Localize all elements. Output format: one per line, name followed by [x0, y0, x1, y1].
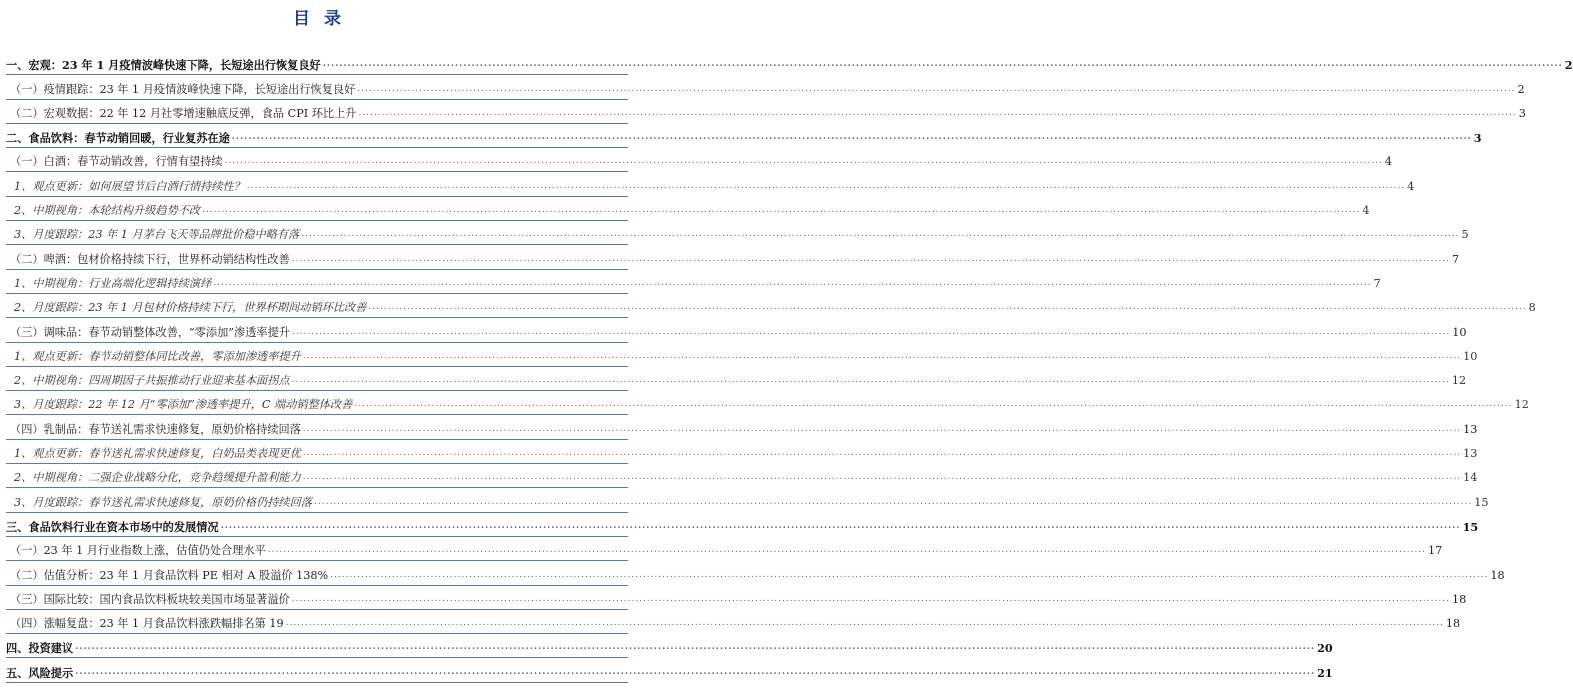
toc-entry-page: 2	[1564, 58, 1573, 73]
toc-entry-label: （三）国际比较：国内食品饮料板块较美国市场显著溢价	[10, 592, 290, 606]
toc-entry-page: 17	[1428, 544, 1443, 558]
toc-entry[interactable]	[6, 197, 1370, 221]
dot-leader: ............................................................................................................................................................................................................................................................................................................	[224, 156, 1383, 167]
toc-entry-label: （三）调味品：春节动销整体改善，“零添加”渗透率提升	[10, 325, 290, 339]
toc-entry-page: 5	[1461, 228, 1469, 242]
toc-entry-page: 8	[1528, 301, 1536, 315]
toc-entry-page: 13	[1463, 422, 1478, 436]
toc-entry-label: 三、食品饮料行业在资本市场中的发展情况	[6, 519, 219, 534]
dot-leader: ............................................................................................................................................................................................................................................................................................................	[301, 229, 1460, 240]
dot-leader: ............................................................................................................................................................................................................................................................................................................	[75, 666, 1316, 677]
toc-entry-label: 1、观点更新：春节送礼需求快速修复，白奶品类表现更优	[14, 447, 301, 461]
dot-leader: ............................................................................................................................................................................................................................................................................................................	[267, 545, 1427, 556]
toc-entry[interactable]	[6, 367, 1467, 391]
toc-entry-page: 20	[1317, 641, 1333, 656]
dot-leader: ............................................................................................................................................................................................................................................................................................................	[322, 59, 1563, 70]
toc-entry-label: （四）乳制品：春节送礼需求快速修复，原奶价格持续回落	[10, 422, 301, 436]
toc-entry-label: 2、月度跟踪：23 年 1 月包材价格持续下行，世界杯期间动销环比改善	[14, 301, 367, 315]
toc-entry-label: 3、月度跟踪：23 年 1 月茅台飞天等品牌批价稳中略有落	[14, 228, 300, 242]
toc-entry[interactable]	[6, 124, 1482, 148]
toc-entry[interactable]	[6, 488, 1489, 512]
toc-entry-page: 2	[1517, 82, 1525, 96]
toc-entry-page: 15	[1462, 519, 1479, 534]
toc-entry[interactable]	[6, 270, 1381, 294]
dot-leader: ............................................................................................................................................................................................................................................................................................................	[302, 423, 1462, 434]
toc-entry-page: 18	[1490, 568, 1505, 582]
dot-leader: ............................................................................................................................................................................................................................................................................................................	[291, 593, 1450, 604]
dot-leader: ............................................................................................................................................................................................................................................................................................................	[354, 399, 1513, 410]
toc-entry[interactable]	[6, 391, 1529, 415]
toc-entry-page: 15	[1474, 495, 1489, 509]
toc-entry[interactable]	[6, 75, 1525, 99]
toc-entry-page: 18	[1451, 592, 1467, 606]
toc-entry[interactable]	[6, 634, 1333, 658]
toc-entry-page: 7	[1451, 252, 1460, 266]
toc-entry-label: （二）估值分析：23 年 1 月食品饮料 PE 相对 A 股溢价 138%	[10, 568, 329, 582]
toc-entry-page: 4	[1362, 204, 1370, 218]
dot-leader: ............................................................................................................................................................................................................................................................................................................	[291, 253, 1450, 264]
toc-entry[interactable]	[6, 294, 1536, 318]
toc-entry-label: 二、食品饮料：春节动销回暖，行业复苏在途	[6, 131, 230, 146]
toc-entry-label: 3、月度跟踪：22 年 12 月“零添加”渗透率提升，C 端动销整体改善	[14, 398, 353, 412]
toc-entry-page: 13	[1463, 447, 1478, 461]
toc-entry-page: 12	[1451, 374, 1467, 388]
toc-entry-page: 12	[1514, 398, 1529, 412]
toc-entry-page: 3	[1518, 106, 1526, 120]
toc-entry[interactable]	[6, 172, 1415, 196]
dot-leader: ............................................................................................................................................................................................................................................................................................................	[231, 132, 1472, 143]
dot-leader: ............................................................................................................................................................................................................................................................................................................	[291, 375, 1450, 386]
toc-entry-page: 4	[1407, 179, 1415, 193]
dot-leader: ............................................................................................................................................................................................................................................................................................................	[291, 326, 1451, 337]
dot-leader: ............................................................................................................................................................................................................................................................................................................	[220, 520, 1461, 531]
toc-entry-page: 4	[1384, 155, 1392, 169]
dot-leader: ............................................................................................................................................................................................................................................................................................................	[202, 205, 1361, 216]
toc-entry[interactable]	[6, 440, 1478, 464]
toc-entry-label: 3、月度跟踪：春节送礼需求快速修复，原奶价格仍持续回落	[14, 495, 312, 509]
table-of-contents	[6, 51, 1573, 683]
toc-entry-label: （一）白酒：春节动销改善，行情有望持续	[10, 155, 223, 169]
dot-leader: ............................................................................................................................................................................................................................................................................................................	[314, 496, 1473, 507]
toc-entry-page: 18	[1445, 617, 1461, 631]
dot-leader: ............................................................................................................................................................................................................................................................................................................	[285, 618, 1444, 629]
toc-entry-label: （一）23 年 1 月行业指数上涨，估值仍处合理水平	[10, 544, 266, 558]
toc-entry-label: 2、中期视角：本轮结构升级趋势不改	[14, 204, 201, 218]
dot-leader: ............................................................................................................................................................................................................................................................................................................	[302, 472, 1462, 483]
toc-entry[interactable]	[6, 464, 1478, 488]
toc-entry-page: 7	[1373, 276, 1381, 290]
toc-entry-label: 一、宏观：23 年 1 月疫情波峰快速下降，长短途出行恢复良好	[6, 58, 321, 73]
toc-entry[interactable]	[6, 513, 1479, 537]
toc-entry[interactable]	[6, 658, 1333, 682]
dot-leader: ............................................................................................................................................................................................................................................................................................................	[368, 302, 1527, 313]
toc-entry[interactable]	[6, 318, 1467, 342]
toc-entry-label: 2、中期视角：四周期因子共振推动行业迎来基本面拐点	[14, 374, 290, 388]
toc-entry-label: 五、风险提示	[6, 665, 74, 680]
toc-entry[interactable]	[6, 537, 1443, 561]
toc-entry[interactable]	[6, 148, 1392, 172]
toc-entry-page: 14	[1463, 471, 1478, 485]
dot-leader: ............................................................................................................................................................................................................................................................................................................	[358, 107, 1517, 118]
dot-leader: ............................................................................................................................................................................................................................................................................................................	[302, 350, 1462, 361]
toc-entry-page: 10	[1452, 325, 1467, 339]
toc-entry-label: 1、中期视角：行业高端化逻辑持续演绎	[14, 276, 212, 290]
toc-entry-page: 21	[1317, 665, 1333, 680]
dot-leader: ............................................................................................................................................................................................................................................................................................................	[213, 277, 1372, 288]
toc-entry-label: 四、投资建议	[6, 641, 74, 656]
dot-leader: ............................................................................................................................................................................................................................................................................................................	[75, 642, 1316, 653]
dot-leader: ............................................................................................................................................................................................................................................................................................................	[357, 83, 1516, 94]
toc-entry[interactable]	[6, 51, 1573, 75]
page-title: 目 录	[293, 9, 345, 29]
toc-entry-label: 2、中期视角：二强企业战略分化，竞争趋缓提升盈利能力	[14, 471, 301, 485]
toc-entry[interactable]	[6, 415, 1478, 439]
toc-entry-label: （四）涨幅复盘：23 年 1 月食品饮料涨跌幅排名第 19	[10, 617, 284, 631]
toc-entry-label: （一）疫情跟踪：23 年 1 月疫情波峰快速下降，长短途出行恢复良好	[10, 82, 356, 96]
toc-entry[interactable]	[6, 343, 1478, 367]
toc-entry-page: 10	[1463, 349, 1478, 363]
dot-leader: ............................................................................................................................................................................................................................................................................................................	[246, 180, 1406, 191]
toc-entry[interactable]	[6, 221, 1469, 245]
dot-leader: ............................................................................................................................................................................................................................................................................................................	[330, 569, 1489, 580]
toc-entry[interactable]	[6, 586, 1467, 610]
dot-leader: ............................................................................................................................................................................................................................................................................................................	[302, 448, 1462, 459]
toc-entry-label: （二）啤酒：包材价格持续下行，世界杯动销结构性改善	[10, 252, 290, 266]
toc-entry-label: 1、观点更新：如何展望节后白酒行情持续性？	[14, 179, 245, 193]
toc-entry[interactable]	[6, 100, 1526, 124]
toc-entry-page: 3	[1473, 131, 1482, 146]
toc-entry[interactable]	[6, 610, 1461, 634]
toc-entry[interactable]	[6, 245, 1460, 269]
toc-entry-label: 1、观点更新：春节动销整体同比改善，零添加渗透率提升	[14, 349, 301, 363]
toc-entry-label: （二）宏观数据：22 年 12 月社零增速触底反弹，食品 CPI 环比上升	[10, 106, 357, 120]
toc-entry[interactable]	[6, 561, 1505, 585]
